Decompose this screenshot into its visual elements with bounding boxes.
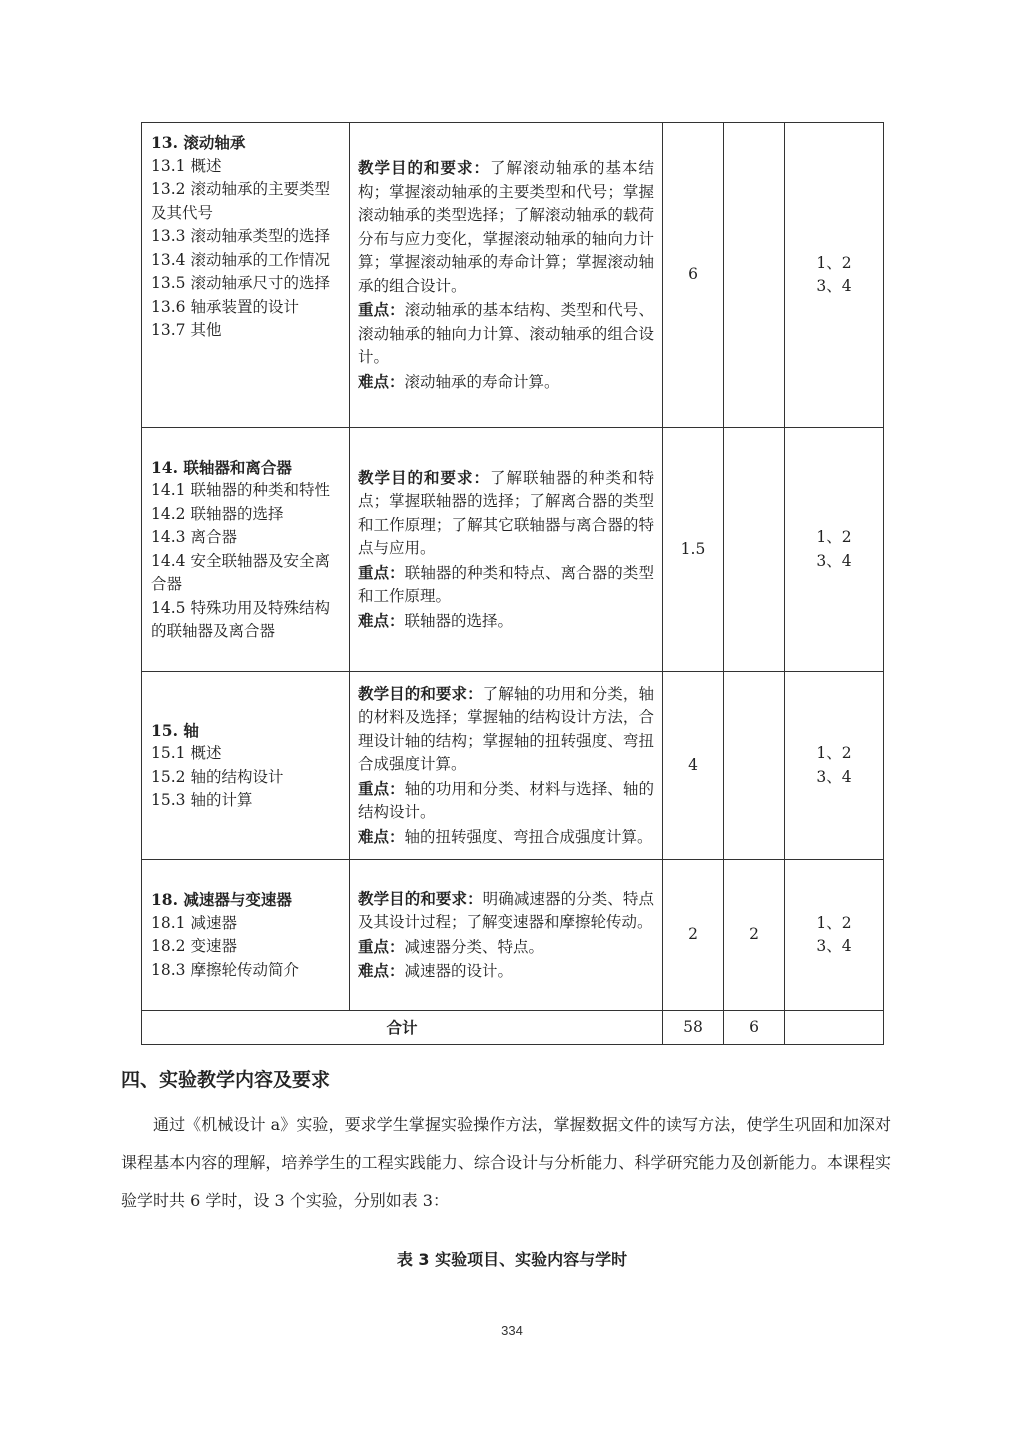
topic-title: 14. 联轴器和离合器	[151, 457, 292, 477]
lecture-hours: 1.5	[663, 428, 724, 672]
objective-text: 明确减速器的分类、特点及其设计过程；了解变速器和摩擦轮传动。	[358, 889, 654, 931]
objective-paragraph	[358, 682, 654, 777]
difficulty-text: 联轴器的选择。	[404, 611, 514, 630]
objective-label: 教学目的和要求：	[358, 467, 490, 487]
difficulty-text: 轴的扭转强度、弯扭合成强度计算。	[404, 827, 653, 846]
topic-cell	[142, 672, 350, 860]
objective-paragraph	[358, 156, 654, 298]
total-label: 合计	[142, 1011, 663, 1045]
objective-text: 了解联轴器的种类和特点；掌握联轴器的选择；了解离合器的类型和工作原理；了解其它联轴器与离合器的特点与应用。	[358, 468, 654, 558]
key-points-paragraph	[358, 777, 654, 825]
topic-title: 15. 轴	[151, 720, 199, 740]
table-row	[142, 860, 884, 1011]
subtopic: 15.3 轴的计算	[151, 791, 253, 809]
total-row	[142, 1011, 884, 1045]
subtopic: 14.3 离合器	[151, 528, 237, 546]
topic-title: 18. 减速器与变速器	[151, 890, 292, 909]
subtopic: 13.5 滚动轴承尺寸的选择	[151, 274, 330, 292]
difficulty-label: 难点：	[358, 610, 405, 630]
references-cell	[785, 123, 884, 428]
subtopic: 18.3 摩擦轮传动简介	[151, 960, 299, 979]
requirements-cell	[350, 123, 663, 428]
difficulty-paragraph	[358, 825, 654, 850]
objective-paragraph	[358, 887, 654, 935]
subtopic: 14.1 联轴器的种类和特性	[151, 481, 330, 499]
subtopic: 13.7 其他	[151, 321, 222, 339]
lecture-hours: 6	[663, 123, 724, 428]
references-line: 1、2	[816, 744, 852, 762]
difficulty-label: 难点：	[358, 371, 405, 391]
difficulty-paragraph	[358, 609, 654, 634]
lab-hours	[724, 123, 785, 428]
total-lab-hours: 6	[724, 1011, 785, 1045]
difficulty-text: 滚动轴承的寿命计算。	[404, 372, 560, 391]
page-number: 334	[501, 1323, 523, 1338]
topic-cell	[142, 123, 350, 428]
objective-label: 教学目的和要求：	[358, 683, 483, 703]
requirements-cell	[350, 428, 663, 672]
topic-title: 13. 滚动轴承	[151, 133, 246, 152]
references-line: 3、4	[816, 277, 852, 295]
references-line: 3、4	[816, 767, 852, 786]
lab-hours	[724, 428, 785, 672]
table-row	[142, 672, 884, 860]
key-text: 减速器分类、特点。	[404, 937, 545, 956]
key-label: 重点：	[358, 778, 405, 798]
subtopic: 14.2 联轴器的选择	[151, 504, 284, 523]
key-points-paragraph	[358, 935, 654, 960]
table-row	[142, 123, 884, 428]
syllabus-table	[141, 122, 884, 1045]
references-cell	[785, 428, 884, 672]
total-lecture-hours: 58	[663, 1011, 724, 1045]
difficulty-text: 减速器的设计。	[404, 962, 514, 980]
objective-paragraph	[358, 466, 654, 561]
key-label: 重点：	[358, 300, 405, 319]
key-text: 滚动轴承的基本结构、类型和代号、滚动轴承的轴向力计算、滚动轴承的组合设计。	[358, 301, 654, 366]
key-text: 联轴器的种类和特点、离合器的类型和工作原理。	[358, 563, 654, 606]
subtopic: 13.4 滚动轴承的工作情况	[151, 250, 330, 269]
table-caption: 表 3 实验项目、实验内容与学时	[396, 1250, 628, 1269]
objective-text: 了解滚动轴承的基本结构；掌握滚动轴承的主要类型和代号；掌握滚动轴承的类型选择；了解滚动轴承的载荷分布与应力变化，掌握滚动轴承的轴向力计算；掌握滚动轴承的寿命计算；掌握滚动轴承的组合设计。	[358, 159, 654, 295]
difficulty-label: 难点：	[358, 826, 405, 846]
difficulty-paragraph	[358, 370, 654, 395]
subtopic: 18.2 变速器	[151, 937, 237, 955]
total-references-cell	[785, 1011, 884, 1045]
lab-hours: 2	[724, 860, 785, 1011]
objective-label: 教学目的和要求：	[358, 888, 483, 908]
table-row	[142, 428, 884, 672]
lecture-hours: 4	[663, 672, 724, 860]
requirements-cell	[350, 672, 663, 860]
subtopic: 14.5 特殊功用及特殊结构的联轴器及离合器	[151, 598, 330, 640]
references-line: 1、2	[816, 528, 852, 546]
subtopic: 18.1 减速器	[151, 913, 237, 932]
requirements-cell	[350, 860, 663, 1011]
topic-cell	[142, 428, 350, 672]
objective-label: 教学目的和要求：	[358, 158, 490, 177]
topic-cell	[142, 860, 350, 1011]
key-points-paragraph	[358, 298, 654, 370]
body-paragraph: 通过《机械设计 a》实验，要求学生掌握实验操作方法，掌握数据文件的读写方法，使学生巩固和加深对课程基本内容的理解，培养学生的工程实践能力、综合设计与分析能力、科学研究能力及创新能力。本课程实验学时共 6 学时，设 3 个实验，分别如表 3：	[121, 1115, 891, 1210]
subtopic: 13.1 概述	[151, 156, 222, 175]
key-label: 重点：	[358, 562, 405, 582]
subtopic: 15.2 轴的结构设计	[151, 767, 284, 786]
references-line: 3、4	[816, 551, 852, 570]
references-cell	[785, 672, 884, 860]
references-line: 1、2	[816, 253, 852, 272]
subtopic: 13.3 滚动轴承类型的选择	[151, 227, 330, 245]
subtopic: 13.6 轴承装置的设计	[151, 297, 299, 316]
difficulty-paragraph	[358, 959, 654, 984]
subtopic: 13.2 滚动轴承的主要类型及其代号	[151, 180, 330, 222]
difficulty-label: 难点：	[358, 961, 405, 980]
key-label: 重点：	[358, 936, 405, 956]
subtopic: 15.1 概述	[151, 744, 222, 762]
key-points-paragraph	[358, 561, 654, 609]
objective-text: 了解轴的功用和分类，轴的材料及选择；掌握轴的结构设计方法，合理设计轴的结构；掌握轴的扭转强度、弯扭合成强度计算。	[358, 684, 654, 774]
references-line: 3、4	[816, 937, 852, 955]
lecture-hours: 2	[663, 860, 724, 1011]
subtopic: 14.4 安全联轴器及安全离合器	[151, 551, 330, 593]
key-text: 轴的功用和分类、材料与选择、轴的结构设计。	[358, 779, 654, 822]
references-line: 1、2	[816, 913, 852, 932]
lab-hours	[724, 672, 785, 860]
references-cell	[785, 860, 884, 1011]
section-heading: 四、实验教学内容及要求	[121, 1069, 331, 1091]
